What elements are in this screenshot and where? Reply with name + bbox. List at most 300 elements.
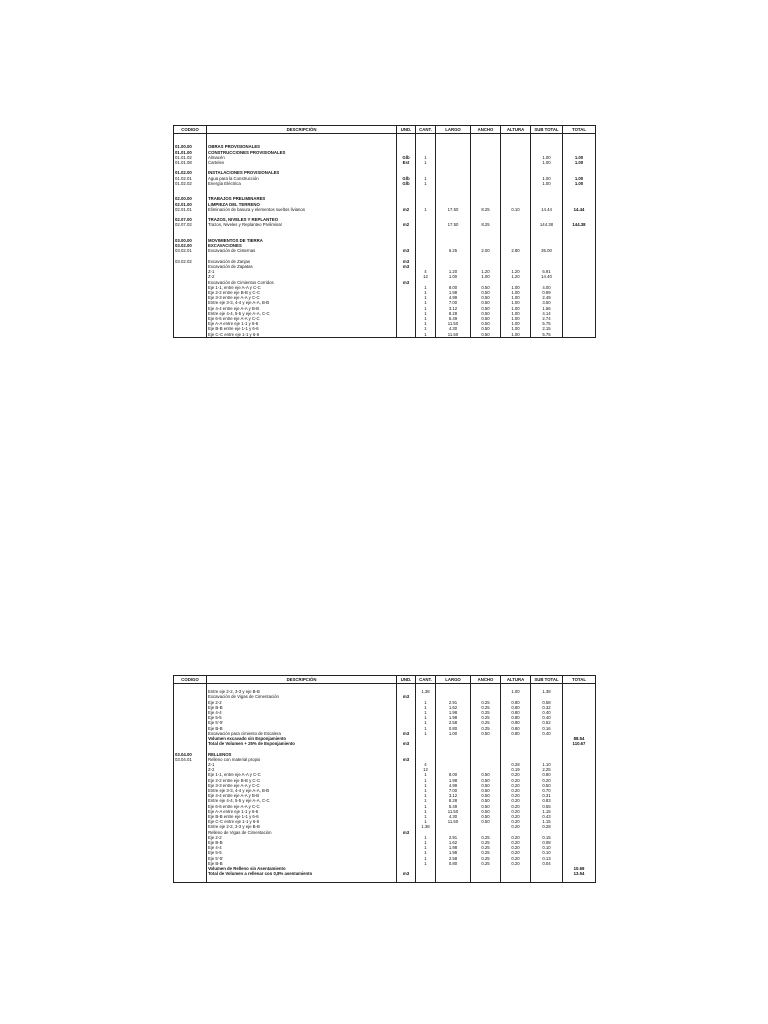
cell-largo: 1.98 [436,845,471,850]
cell-cant: 1 [416,731,436,736]
cell-subtotal: 1.15 [531,819,563,824]
cell-altura: 1.00 [501,306,531,311]
cell-largo: 1.00 [436,731,471,736]
cell-descripcion: Eje 2-2 entre eje B-B y C-C [207,290,397,295]
cell-ancho: 0.50 [471,311,501,316]
cell-total: 10.69 [563,866,596,871]
metrado-table-1 [173,125,596,338]
cell-total [563,876,596,882]
cell-cant: 1 [416,311,436,316]
cell-subtotal: 0.40 [531,710,563,715]
cell-altura: 0.80 [501,731,531,736]
cell-descripcion: Eje B-B entre eje 1-1 y 6-6 [207,326,397,331]
cell-subtotal: 0.10 [531,845,563,850]
cell-cant: 1 [416,772,436,777]
cell-cant: 12 [416,274,436,279]
cell-largo: 1.00 [436,274,471,279]
cell-altura: 0.20 [501,788,531,793]
cell-ancho: 0.25 [471,705,501,710]
cell-subtotal: 0.15 [531,835,563,840]
cell-subtotal: 1.10 [531,762,563,767]
cell-cant: 1 [416,710,436,715]
cell-altura: 1.00 [501,332,531,338]
cell-codigo: 01.01.00 [174,150,207,155]
cell-altura: 0.20 [501,809,531,814]
cell-descripcion: Eje 5-5 [207,850,397,855]
cell-cant: 1.38 [416,824,436,829]
cell-descripcion: Total de Volumen + 25% de Esponjamiento [207,741,397,746]
cell-largo [436,876,471,882]
cell-ancho: 0.50 [471,300,501,305]
cell-subtotal: 0.04 [531,861,563,866]
cell-ancho: 0.50 [471,285,501,290]
cell-descripcion: Total de Volumen a rellenar con 0,8% asentamiento [207,871,397,876]
cell-und: m3 [397,830,416,835]
cell-altura: 0.28 [501,762,531,767]
cell-und: m3 [397,871,416,876]
cell-largo: 1.62 [436,840,471,845]
cell-total: 110.67 [563,741,596,746]
cell-altura: 0.80 [501,720,531,725]
cell-subtotal: 1.00 [531,160,563,165]
cell-subtotal: 0.32 [531,705,563,710]
cell-altura: 0.20 [501,845,531,850]
cell-altura: 1.00 [501,290,531,295]
metrado-sheet-1 [173,125,595,338]
cell-total: 1.00 [563,181,596,186]
cell-ancho: 0.50 [471,814,501,819]
cell-largo: 11.50 [436,321,471,326]
cell-cant: 1 [416,861,436,866]
cell-ancho: 0.50 [471,326,501,331]
cell-descripcion: TRABAJOS PRELIMINARES [207,196,397,201]
cell-total: 144.38 [563,222,596,227]
cell-largo: 17.50 [436,207,471,212]
header-largo: LARGO [436,126,471,134]
header-und: UND. [397,676,416,684]
cell-descripcion: Eje 5'-5' [207,720,397,725]
cell-largo: 2.91 [436,835,471,840]
cell-subtotal: 0.40 [531,715,563,720]
cell-und: m3 [397,280,416,285]
cell-largo: 1.98 [436,778,471,783]
cell-largo: 1.20 [436,269,471,274]
cell-und: Glb [397,155,416,160]
cell-descripcion: Almacén [207,155,397,160]
cell-cant: 1 [416,700,436,705]
cell-ancho: 0.25 [471,710,501,715]
cell-largo: 1.98 [436,710,471,715]
cell-altura: 0.20 [501,840,531,845]
cell-subtotal: 1.15 [531,809,563,814]
table-row [174,332,596,338]
cell-altura: 0.20 [501,778,531,783]
cell-ancho: 0.50 [471,804,501,809]
cell-ancho: 0.50 [471,772,501,777]
cell-cant: 1 [416,845,436,850]
cell-codigo: 03.04.01 [174,757,207,762]
cell-ancho: 0.50 [471,778,501,783]
cell-ancho: 0.25 [471,715,501,720]
header-row [174,126,596,134]
cell-largo: 8.28 [436,798,471,803]
cell-total: 14.44 [563,207,596,212]
cell-largo: 5.49 [436,804,471,809]
cell-descripcion: Eliminación de basura y elementos sueltos livianos [207,207,397,212]
cell-altura: 1.00 [501,326,531,331]
cell-descripcion: Eje 6-6 entre eje A-A y C-C [207,316,397,321]
cell-ancho: 0.25 [471,840,501,845]
cell-cant: 1 [416,160,436,165]
cell-descripcion: Excavación de Zanjas [207,259,397,264]
header-subtotal: SUB TOTAL [531,126,563,134]
cell-largo: 7.00 [436,300,471,305]
cell-total: 13.54 [563,871,596,876]
cell-cant: 1 [416,321,436,326]
cell-subtotal: 2.74 [531,316,563,321]
cell-subtotal: 0.52 [531,720,563,725]
cell-subtotal: 2.49 [531,295,563,300]
cell-largo: 3.12 [436,306,471,311]
cell-codigo: 02.01.00 [174,202,207,207]
cell-codigo: 01.02.01 [174,176,207,181]
header-ancho: ANCHO [471,126,501,134]
cell-und: m3 [397,741,416,746]
cell-ancho: 0.25 [471,726,501,731]
cell-descripcion: OBRAS PROVISIONALES [207,144,397,149]
cell-largo: 4.99 [436,295,471,300]
cell-subtotal: 0.20 [531,778,563,783]
cell-cant: 1 [416,181,436,186]
cell-subtotal: 0.40 [531,731,563,736]
cell-altura: 1.20 [501,274,531,279]
cell-descripcion: Entre eje 3-3, 4-4 y eje A-A, B-B [207,300,397,305]
cell-und: m3 [397,248,416,253]
cell-cant: 4 [416,269,436,274]
cell-subtotal: 2.15 [531,326,563,331]
cell-codigo: 02.07.00 [174,217,207,222]
header-ancho: ANCHO [471,676,501,684]
cell-cant: 1 [416,783,436,788]
cell-descripcion: Eje 2-2 entre eje B-B y C-C [207,778,397,783]
cell-altura: 0.20 [501,835,531,840]
cell-cant: 1 [416,295,436,300]
cell-largo: 1.98 [436,290,471,295]
header-subtotal: SUB TOTAL [531,676,563,684]
cell-codigo: 02.00.00 [174,196,207,201]
cell-ancho: 0.50 [471,809,501,814]
cell-und: m3 [397,757,416,762]
cell-largo: 2.58 [436,856,471,861]
cell-descripcion: Excavación para cimiento de Escalera [207,731,397,736]
cell-largo: 8.00 [436,285,471,290]
cell-largo: 6.25 [436,248,471,253]
cell-largo: 8.28 [436,311,471,316]
header-und: UND. [397,126,416,134]
cell-subtotal: 0.80 [531,772,563,777]
cell-altura: 1.00 [501,689,531,694]
cell-subtotal: 0.13 [531,856,563,861]
header-total: TOTAL [563,126,596,134]
header-codigo: CODIGO [174,126,207,134]
cell-altura: 0.10 [501,207,531,212]
cell-subtotal: 6.91 [531,269,563,274]
cell-descripcion: Eje C-C entre eje 1-1 y 6-6 [207,819,397,824]
cell-subtotal [531,876,563,882]
cell-descripcion: Relleno con material propio [207,757,397,762]
header-cant: CANT. [416,676,436,684]
cell-und: Glb [397,181,416,186]
cell-subtotal: 0.55 [531,804,563,809]
cell-descripcion: Eje B-B [207,705,397,710]
cell-subtotal: 1.38 [531,689,563,694]
cell-cant: 1 [416,840,436,845]
cell-descripcion: Eje 4-4 entre eje A-A y B-B [207,306,397,311]
cell-subtotal: 3.50 [531,300,563,305]
cell-altura: 0.19 [501,767,531,772]
cell-largo: 11.50 [436,809,471,814]
cell-altura: 0.80 [501,700,531,705]
cell-descripcion: Eje B-B [207,726,397,731]
cell-altura: 0.80 [501,726,531,731]
cell-cant: 1 [416,300,436,305]
cell-und: m2 [397,207,416,212]
cell-descripcion: Eje A-A entre eje 1-1 y 6-6 [207,809,397,814]
cell-ancho: 0.25 [471,835,501,840]
cell-subtotal: 14.40 [531,274,563,279]
cell-largo: 1.62 [436,705,471,710]
cell-descripcion: Excavación de Cimientos Corridos [207,280,397,285]
cell-subtotal: 4.00 [531,285,563,290]
cell-ancho: 0.50 [471,290,501,295]
cell-subtotal: 2.25 [531,767,563,772]
cell-altura: 0.80 [501,705,531,710]
cell-descripcion: MOVIMIENTOS DE TIERRA [207,238,397,243]
cell-cant: 1 [416,835,436,840]
cell-codigo: 02.01.01 [174,207,207,212]
cell-descripcion: Eje 6-6 entre eje A-A y C-C [207,804,397,809]
header-altura: ALTURA [501,676,531,684]
cell-codigo: 01.01.02 [174,155,207,160]
cell-descripcion: Entre eje 2-2, 3-3 y eje B-B [207,824,397,829]
cell-largo: 4.30 [436,814,471,819]
cell-codigo: 01.02.02 [174,181,207,186]
cell-largo: 2.58 [436,720,471,725]
cell-descripcion: Eje 1-1, entre eje A-A y C-C [207,772,397,777]
cell-ancho: 0.50 [471,731,501,736]
cell-cant: 4 [416,762,436,767]
cell-und: m3 [397,264,416,269]
cell-ancho: 0.50 [471,321,501,326]
cell-descripcion: Eje 4-4 entre eje A-A y B-B [207,793,397,798]
cell-descripcion: Excavación de Zapatas [207,264,397,269]
cell-descripcion: Eje A-A entre eje 1-1 y 6-6 [207,321,397,326]
cell-ancho: 0.50 [471,332,501,338]
cell-descripcion: Eje 4-4 [207,845,397,850]
header-largo: LARGO [436,676,471,684]
cell-subtotal: 0.83 [531,798,563,803]
table-row [174,876,596,882]
cell-subtotal: 0.10 [531,850,563,855]
cell-und: m3 [397,731,416,736]
header-descripcion: DESCRIPCIÓN [207,126,397,134]
cell-descripcion: Excavación de Cisternas [207,248,397,253]
cell-codigo: 03.02.00 [174,243,207,248]
cell-cant: 1 [416,715,436,720]
cell-descripcion: Z-2 [207,767,397,772]
cell-codigo: 01.02.00 [174,170,207,175]
cell-altura: 2.80 [501,248,531,253]
cell-descripcion: Eje 5'-5' [207,856,397,861]
cell-subtotal: 5.75 [531,321,563,326]
cell-cant [416,876,436,882]
cell-descripcion: Eje B-B entre eje 1-1 y 6-6 [207,814,397,819]
cell-descripcion [207,876,397,882]
cell-descripcion: Agua para la Construcción [207,176,397,181]
cell-subtotal: 0.70 [531,788,563,793]
cell-altura: 0.20 [501,772,531,777]
cell-descripcion: Eje 2-2 [207,835,397,840]
cell-altura: 0.20 [501,793,531,798]
cell-ancho: 0.25 [471,700,501,705]
cell-largo: 3.12 [436,793,471,798]
cell-und: Glb [397,176,416,181]
cell-subtotal: 0.31 [531,793,563,798]
cell-codigo: 01.00.00 [174,144,207,149]
cell-descripcion: Entre eje 2-2, 3-3 y eje B-B [207,689,397,694]
cell-largo: 0.80 [436,861,471,866]
table-body-2 [174,684,596,883]
cell-altura: 0.20 [501,798,531,803]
cell-altura: 1.00 [501,285,531,290]
cell-largo: 1.98 [436,850,471,855]
cell-descripcion: Entre eje 4-4, 5-5 y eje A-A, C-C [207,311,397,316]
cell-cant: 1 [416,332,436,338]
cell-altura [501,876,531,882]
cell-largo: 11.50 [436,332,471,338]
cell-total: 1.00 [563,160,596,165]
metrado-sheet-2 [173,675,595,883]
cell-largo: 8.00 [436,772,471,777]
cell-altura: 1.00 [501,311,531,316]
cell-subtotal: 144.38 [531,222,563,227]
cell-largo: 5.49 [436,316,471,321]
cell-ancho: 0.25 [471,845,501,850]
cell-cant: 1 [416,793,436,798]
cell-total: 1.00 [563,155,596,160]
cell-cant: 1 [416,814,436,819]
cell-codigo: 01.01.08 [174,160,207,165]
cell-descripcion: Eje 2-2 [207,700,397,705]
cell-subtotal: 4.14 [531,311,563,316]
cell-cant: 1 [416,778,436,783]
cell-altura: 0.20 [501,861,531,866]
cell-descripcion: Eje 1-1, entre eje A-A y C-C [207,285,397,290]
cell-cant: 1 [416,155,436,160]
cell-cant: 1.38 [416,689,436,694]
cell-cant: 1 [416,316,436,321]
cell-largo: 11.50 [436,819,471,824]
header-codigo: CODIGO [174,676,207,684]
cell-descripcion: INSTALACIONES PROVISIONALES [207,170,397,175]
cell-descripcion: Eje B-B [207,861,397,866]
cell-codigo: 03.02.02 [174,259,207,264]
cell-cant: 1 [416,788,436,793]
cell-subtotal: 1.00 [531,155,563,160]
cell-cant: 1 [416,856,436,861]
cell-altura: 0.20 [501,824,531,829]
cell-total [563,332,596,338]
header-cant: CANT. [416,126,436,134]
cell-largo: 2.91 [436,700,471,705]
cell-cant: 1 [416,720,436,725]
cell-descripcion: Trazos, Niveles y Replanteo Preliminar [207,222,397,227]
cell-descripcion: CONSTRUCCIONES PROVISIONALES [207,150,397,155]
cell-cant: 1 [416,306,436,311]
cell-ancho: 8.25 [471,207,501,212]
cell-ancho: 0.50 [471,798,501,803]
cell-subtotal: 0.08 [531,840,563,845]
cell-descripcion: TRAZOS, NIVELES Y REPLANTEO [207,217,397,222]
cell-descripcion: Z-1 [207,269,397,274]
cell-cant: 1 [416,326,436,331]
cell-cant: 12 [416,767,436,772]
cell-altura: 0.80 [501,710,531,715]
cell-cant: 1 [416,809,436,814]
cell-cant: 1 [416,285,436,290]
cell-cant: 1 [416,804,436,809]
cell-descripcion: Eje B-B [207,840,397,845]
cell-ancho: 0.25 [471,720,501,725]
cell-subtotal: 0.43 [531,814,563,819]
cell-descripcion: Energía Eléctrica [207,181,397,186]
cell-ancho: 0.25 [471,856,501,861]
cell-ancho: 8.25 [471,222,501,227]
cell-ancho: 1.20 [471,269,501,274]
cell-ancho: 0.50 [471,306,501,311]
cell-descripcion: EXCAVACIONES [207,243,397,248]
cell-altura: 1.20 [501,269,531,274]
cell-altura: 0.20 [501,819,531,824]
cell-subtotal: 0.28 [531,824,563,829]
cell-altura: 0.20 [501,814,531,819]
cell-ancho: 0.50 [471,783,501,788]
cell-und [397,876,416,882]
cell-descripcion: Entre eje 4-4, 5-5 y eje A-A, C-C [207,798,397,803]
cell-codigo [174,876,207,882]
cell-descripcion: Relleno de Vigas de Cimentación [207,830,397,835]
cell-largo: 0.80 [436,726,471,731]
cell-altura: 1.00 [501,295,531,300]
cell-codigo: 02.07.02 [174,222,207,227]
cell-und: m2 [397,222,416,227]
cell-subtotal: 14.44 [531,207,563,212]
cell-cant: 1 [416,850,436,855]
cell-ancho: 0.50 [471,793,501,798]
cell-descripcion: Eje 3-3 entre eje A-A y C-C [207,295,397,300]
cell-subtotal: 5.75 [531,332,563,338]
cell-descripcion: Z-2 [207,274,397,279]
cell-ancho: 0.50 [471,295,501,300]
cell-altura: 1.00 [501,321,531,326]
cell-cant: 1 [416,819,436,824]
cell-ancho: 0.50 [471,316,501,321]
cell-altura: 0.20 [501,804,531,809]
cell-ancho: 0.25 [471,850,501,855]
cell-descripcion: Eje 5-5 [207,715,397,720]
cell-largo: 17.50 [436,222,471,227]
cell-cant: 1 [416,705,436,710]
